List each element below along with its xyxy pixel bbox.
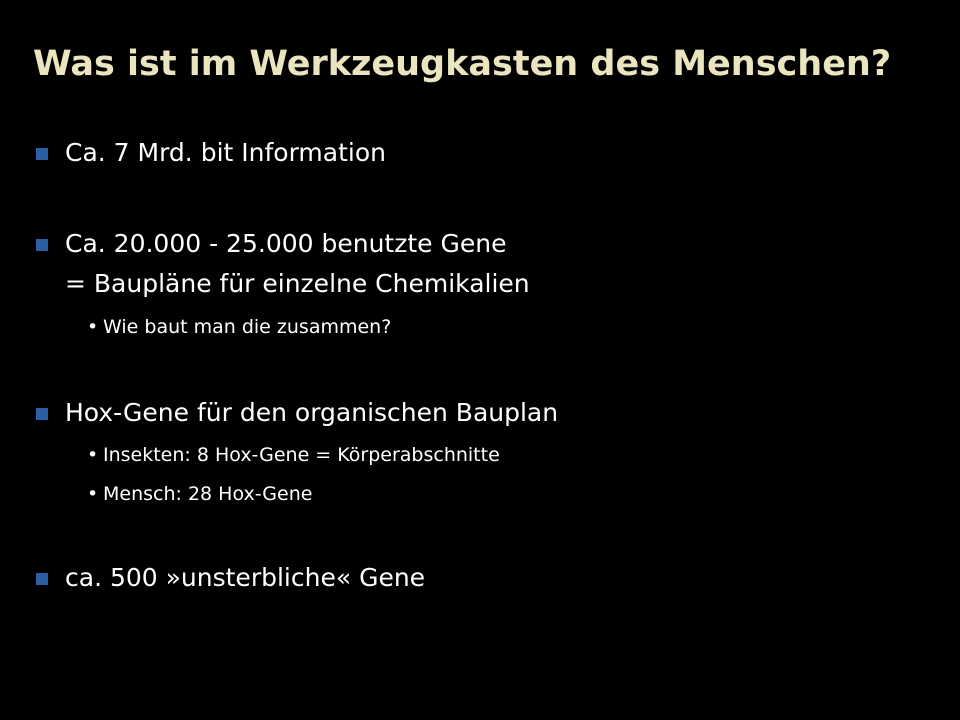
- sub-bullet-item: [87, 441, 500, 469]
- bullet-text-continuation: = Baupläne für einzelne Chemikalien: [65, 269, 530, 298]
- bullet-text: ca. 500 »unsterbliche« Gene: [65, 563, 426, 592]
- bullet-item: [65, 133, 386, 173]
- square-bullet-icon: [36, 239, 48, 251]
- dot-bullet-icon: •: [87, 444, 99, 466]
- sub-bullet-item: [87, 313, 391, 341]
- square-bullet-icon: [36, 148, 48, 160]
- slide-title: Was ist im Werkzeugkasten des Menschen?: [33, 44, 892, 84]
- bullet-text: Hox-Gene für den organischen Bauplan: [65, 398, 559, 427]
- bullet-item: [65, 224, 530, 304]
- sub-bullet-item: [87, 480, 312, 508]
- bullet-item: [65, 558, 425, 598]
- bullet-text: Ca. 7 Mrd. bit Information: [65, 138, 386, 167]
- sub-bullet-text: Wie baut man die zusammen?: [103, 316, 392, 338]
- bullet-item: [65, 393, 558, 433]
- square-bullet-icon: [36, 408, 48, 420]
- bullet-text: Ca. 20.000 - 25.000 benutzte Gene: [65, 229, 507, 258]
- dot-bullet-icon: •: [87, 483, 99, 505]
- square-bullet-icon: [36, 573, 48, 585]
- sub-bullet-text: Insekten: 8 Hox-Gene = Körperabschnitte: [103, 444, 500, 466]
- sub-bullet-text: Mensch: 28 Hox-Gene: [103, 483, 313, 505]
- dot-bullet-icon: •: [87, 316, 99, 338]
